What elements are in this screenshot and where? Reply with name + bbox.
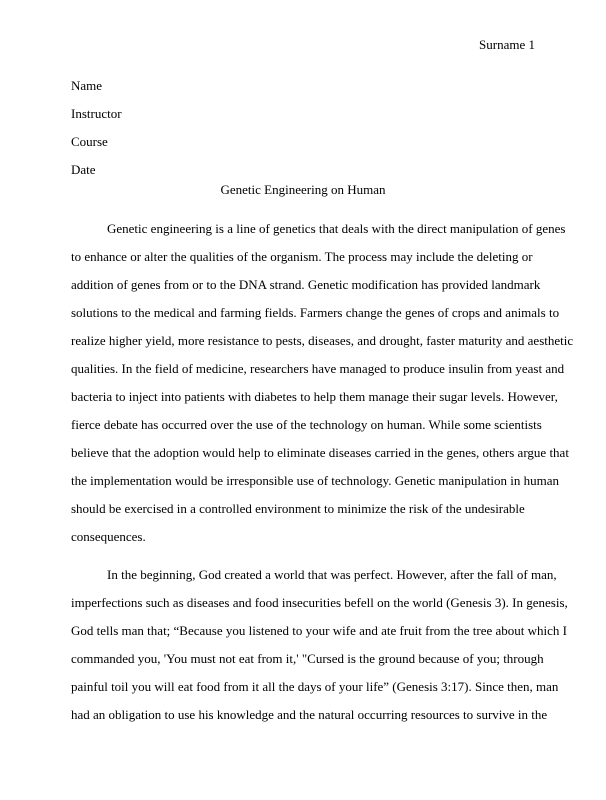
paragraph-line: believe that the adoption would help to eliminate diseases carried in the genes, others argue that <box>71 445 569 460</box>
paragraph-1 <box>71 215 574 551</box>
student-name: Name <box>71 78 103 93</box>
instructor-name: Instructor <box>71 106 122 121</box>
paragraph-line: commanded you, 'You must not eat from it,' "Cursed is the ground because of you; through <box>71 651 544 666</box>
paragraph-line: God tells man that; “Because you listened to your wife and ate fruit from the tree about which I <box>71 623 568 638</box>
paragraph-line: qualities. In the field of medicine, researchers have managed to produce insulin from yeast and <box>71 361 565 376</box>
course-name: Course <box>71 134 108 149</box>
heading-block <box>71 72 122 184</box>
date: Date <box>71 162 96 177</box>
paragraph-2 <box>71 561 568 729</box>
paragraph-line: consequences. <box>71 529 146 544</box>
paragraph-line: bacteria to inject into patients with diabetes to help them manage their sugar levels. However, <box>71 389 558 404</box>
paragraph-line: solutions to the medical and farming fields. Farmers change the genes of crops and animals to <box>71 305 560 320</box>
paragraph-line: addition of genes from or to the DNA strand. Genetic modification has provided landmark <box>71 277 541 292</box>
paragraph-line: painful toil you will eat food from it all the days of your life” (Genesis 3:17). Since then, man <box>71 679 559 694</box>
paragraph-line: fierce debate has occurred over the use of the technology on human. While some scientists <box>71 417 542 432</box>
paragraph-line: should be exercised in a controlled environment to minimize the risk of the undesirable <box>71 501 525 516</box>
paragraph-line: imperfections such as diseases and food insecurities befell on the world (Genesis 3). In genesis, <box>71 595 568 610</box>
running-head: Surname 1 <box>479 37 535 52</box>
essay-title: Genetic Engineering on Human <box>220 182 386 197</box>
paragraph-line: had an obligation to use his knowledge and the natural occurring resources to survive in the <box>71 707 548 722</box>
paragraph-line: realize higher yield, more resistance to pests, diseases, and drought, faster maturity and aesthetic <box>71 333 574 348</box>
paragraph-line: In the beginning, God created a world that was perfect. However, after the fall of man, <box>107 567 557 582</box>
paragraph-line: the implementation would be irresponsible use of technology. Genetic manipulation in human <box>71 473 559 488</box>
paragraph-line: Genetic engineering is a line of genetics that deals with the direct manipulation of genes <box>107 221 566 236</box>
paragraph-line: to enhance or alter the qualities of the organism. The process may include the deleting or <box>71 249 533 264</box>
